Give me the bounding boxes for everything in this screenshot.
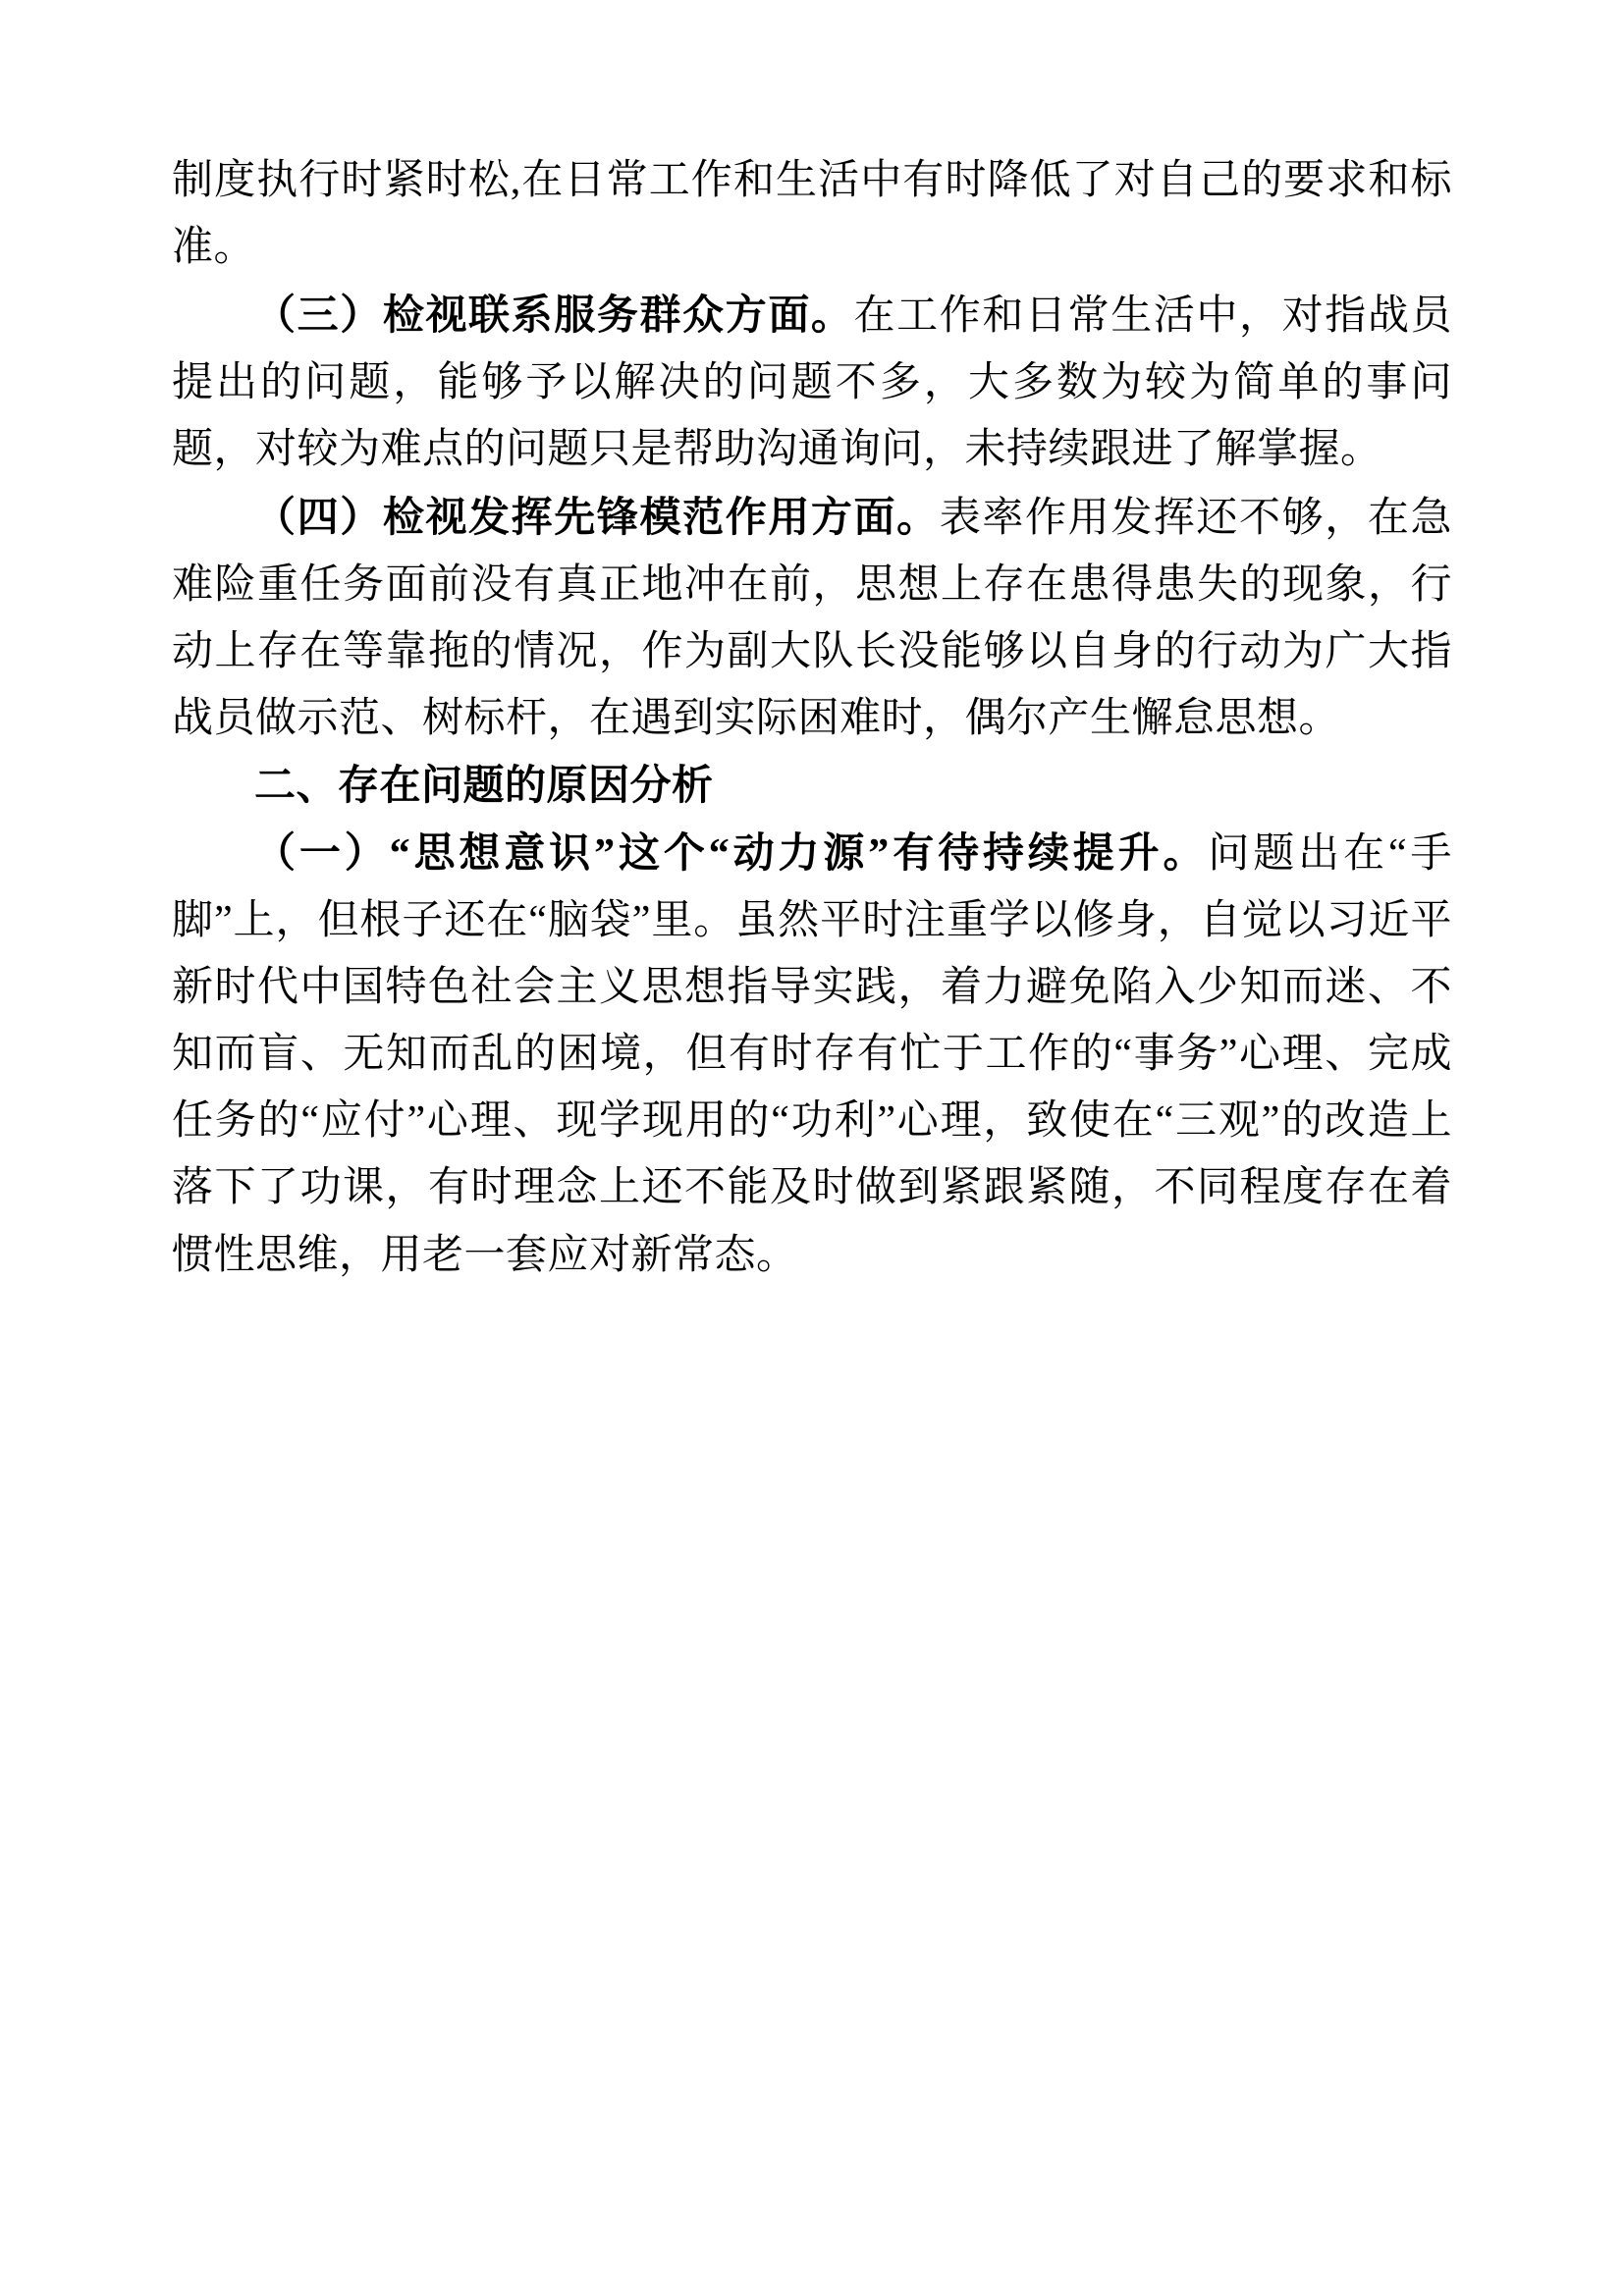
paragraph-text: 制度执行时紧时松,在日常工作和生活中有时降低了对自己的要求和标准。	[172, 158, 1452, 271]
paragraph-text: 在工作和日常生活中，对指战员提出的问题，能够予以解决的问题不多，大多数为较为简单的事问题，对较为难点的问题只是帮助沟通询问，未持续跟进了解掌握。	[172, 294, 1452, 473]
paragraph-lead-label: （四）检视发挥先锋模范作用方面。	[254, 496, 940, 542]
paragraph-lead-label: （三）检视联系服务群众方面。	[254, 294, 854, 340]
section-heading-two: 二、存在问题的原因分析	[254, 762, 714, 809]
paragraph-lead-label: （一）“思想意识”这个“动力源”有待持续提升。	[254, 831, 1209, 878]
paragraph-text: 问题出在“手脚”上，但根子还在“脑袋”里。虽然平时注重学以修身，自觉以习近平新时代中国特色社会主义思想指导实践，着力避免陷入少知而迷、不知而盲、无知而乱的困境，但有时存有忙于工作的“事务”心理、完成任务的“应付”心理、现学现用的“功利”心理，致使在“三观”的改造上落下了功课，有时理念上还不能及时做到紧跟紧随，不同程度存在着惯性思维，用老一套应对新常态。	[172, 831, 1452, 1278]
paragraph-continued	[172, 147, 1452, 281]
paragraph-section-three	[172, 283, 1452, 483]
paragraph-cause-one	[172, 821, 1452, 1288]
paragraph-text: 表率作用发挥还不够，在急难险重任务面前没有真正地冲在前，思想上存在患得患失的现象，行动上存在等靠拖的情况，作为副大队长没能够以自身的行动为广大指战员做示范、树标杆，在遇到实际困难时，偶尔产生懈怠思想。	[172, 496, 1452, 742]
document-body	[172, 147, 1452, 1289]
paragraph-section-four	[172, 485, 1452, 752]
